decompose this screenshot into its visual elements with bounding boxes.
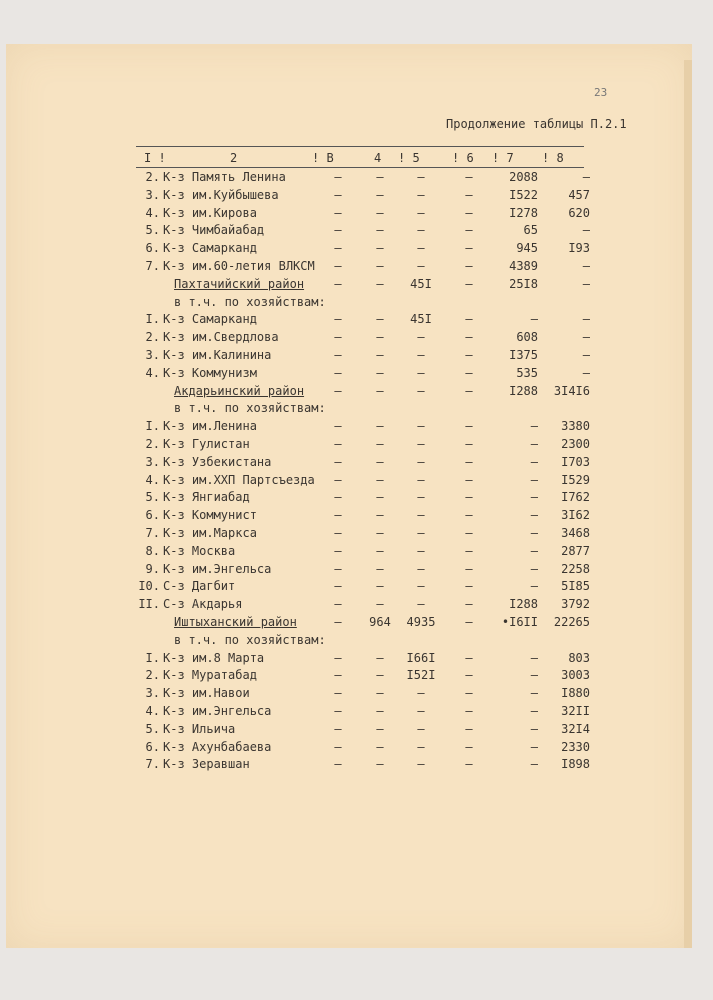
cell-col-3: – <box>334 383 342 398</box>
cell-col-7: 2088 <box>509 170 538 184</box>
table-row <box>0 312 713 330</box>
cell-col-3: – <box>334 490 342 505</box>
row-name: К-з им.ХХП Партсъезда <box>163 472 315 487</box>
cell-col-4: – <box>376 330 384 345</box>
cell-col-7: – <box>530 419 538 434</box>
row-name: К-з Память Ленина <box>163 170 286 184</box>
row-name: К-з им.Куйбышева <box>163 187 279 202</box>
cell-col-3: – <box>334 526 342 540</box>
cell-col-4: – <box>376 223 384 238</box>
subheading-row <box>0 401 713 419</box>
row-name: Иштыханский район <box>174 615 297 629</box>
cell-col-4: – <box>376 490 384 505</box>
row-name: К-з Узбекистана <box>163 454 272 469</box>
table-row <box>0 757 713 775</box>
cell-col-8: 3792 <box>561 597 590 612</box>
header-col-5: ! 5 <box>398 151 420 165</box>
cell-col-8: 803 <box>568 650 590 665</box>
cell-col-7: 608 <box>516 330 538 345</box>
cell-col-4: – <box>376 383 384 398</box>
cell-col-8: – <box>582 223 590 238</box>
table-row <box>0 473 713 491</box>
table-header-rule <box>136 167 584 168</box>
cell-col-4: – <box>376 721 384 736</box>
row-name: Акдарьинский район <box>174 383 305 398</box>
cell-col-8: I898 <box>561 757 590 772</box>
cell-col-7: – <box>530 508 538 523</box>
cell-col-8: 3468 <box>561 526 590 540</box>
row-name: С-з Дагбит <box>163 579 236 594</box>
cell-col-3: – <box>334 757 342 772</box>
table-row <box>0 490 713 508</box>
cell-col-3: – <box>334 259 342 273</box>
cell-col-4: – <box>376 365 384 380</box>
cell-col-6: – <box>465 668 473 683</box>
row-number: 7. <box>145 757 160 772</box>
cell-col-3: – <box>334 187 342 202</box>
table-top-rule <box>136 146 584 147</box>
row-name: К-з Ильича <box>163 721 236 736</box>
table-row <box>0 508 713 526</box>
cell-col-6: – <box>465 259 473 273</box>
cell-col-7: – <box>530 490 538 505</box>
cell-col-4: – <box>376 579 384 594</box>
cell-col-5: 45I <box>410 276 432 291</box>
row-name: в т.ч. по хозяйствам: <box>174 401 326 416</box>
subheading-row <box>0 295 713 313</box>
table-row <box>0 223 713 241</box>
header-col-4: 4 <box>374 151 382 165</box>
cell-col-6: – <box>465 312 473 327</box>
cell-col-5: – <box>417 721 425 736</box>
cell-col-8: – <box>582 276 590 291</box>
cell-col-3: – <box>334 330 342 345</box>
cell-col-8: – <box>582 330 590 345</box>
cell-col-4: – <box>376 526 384 540</box>
cell-col-5: – <box>417 454 425 469</box>
header-col-2: 2 <box>230 151 238 165</box>
table-row <box>0 455 713 473</box>
cell-col-4: – <box>376 668 384 683</box>
cell-col-8: I762 <box>561 490 590 505</box>
row-name: К-з Самарканд <box>163 312 257 327</box>
cell-col-4: – <box>376 259 384 273</box>
row-number: II. <box>138 597 160 612</box>
cell-col-4: – <box>376 276 384 291</box>
row-name: К-з им.Ленина <box>163 419 257 434</box>
cell-col-4: – <box>376 348 384 362</box>
cell-col-5: – <box>417 241 425 256</box>
cell-col-8: 32I4 <box>561 721 590 736</box>
cell-col-4: – <box>376 437 384 451</box>
cell-col-8: – <box>582 312 590 327</box>
row-number: I. <box>145 419 160 434</box>
cell-col-6: – <box>465 223 473 238</box>
cell-col-6: – <box>465 561 473 576</box>
cell-col-3: – <box>334 668 342 683</box>
cell-col-6: – <box>465 365 473 380</box>
table-row <box>0 686 713 704</box>
row-number: I0. <box>138 579 160 594</box>
cell-col-3: – <box>334 615 342 629</box>
cell-col-7: 4389 <box>509 259 538 273</box>
cell-col-6: – <box>465 348 473 362</box>
table-row <box>0 170 713 188</box>
row-number: 2. <box>145 437 160 451</box>
cell-col-5: – <box>417 597 425 612</box>
cell-col-8: I880 <box>561 686 590 701</box>
cell-col-4: – <box>376 739 384 754</box>
cell-col-8: 2877 <box>561 543 590 558</box>
cell-col-8: I93 <box>568 241 590 256</box>
cell-col-4: – <box>376 187 384 202</box>
cell-col-4: – <box>376 704 384 718</box>
row-name: К-з им.Свердлова <box>163 330 279 345</box>
row-number: 4. <box>145 472 160 487</box>
cell-col-7: – <box>530 472 538 487</box>
cell-col-3: – <box>334 312 342 327</box>
table-row <box>0 330 713 348</box>
row-name: Пахтачийский район <box>174 276 305 291</box>
cell-col-3: – <box>334 276 342 291</box>
table-row <box>0 704 713 722</box>
cell-col-7: – <box>530 650 538 665</box>
cell-col-6: – <box>465 579 473 594</box>
cell-col-4: – <box>376 650 384 665</box>
cell-col-6: – <box>465 543 473 558</box>
cell-col-6: – <box>465 650 473 665</box>
cell-col-3: – <box>334 721 342 736</box>
cell-col-4: – <box>376 205 384 220</box>
row-name: К-з им.Энгельса <box>163 704 272 718</box>
cell-col-7: – <box>530 526 538 540</box>
row-name: К-з Москва <box>163 543 236 558</box>
cell-col-3: – <box>334 170 342 184</box>
cell-col-6: – <box>465 721 473 736</box>
table-row <box>0 526 713 544</box>
cell-col-5: – <box>417 348 425 362</box>
row-number: 5. <box>145 223 160 238</box>
row-number: 8. <box>145 543 160 558</box>
cell-col-3: – <box>334 348 342 362</box>
row-number: 5. <box>145 721 160 736</box>
row-name: К-з им.Калинина <box>163 348 272 362</box>
cell-col-4: – <box>376 508 384 523</box>
cell-col-6: – <box>465 419 473 434</box>
cell-col-3: – <box>334 579 342 594</box>
cell-col-7: – <box>530 686 538 701</box>
cell-col-5: I52I <box>406 668 436 683</box>
district-row <box>0 615 713 633</box>
cell-col-3: – <box>334 561 342 576</box>
row-number: 7. <box>145 259 160 273</box>
cell-col-6: – <box>465 241 473 256</box>
subheading-row <box>0 633 713 651</box>
cell-col-4: – <box>376 757 384 772</box>
cell-col-5: – <box>417 543 425 558</box>
cell-col-5: – <box>417 526 425 540</box>
cell-col-3: – <box>334 454 342 469</box>
cell-col-5: – <box>417 561 425 576</box>
district-row <box>0 384 713 402</box>
cell-col-7: 65 <box>523 223 538 238</box>
cell-col-5: – <box>417 419 425 434</box>
cell-col-5: I66I <box>406 650 436 665</box>
cell-col-6: – <box>465 739 473 754</box>
cell-col-5: – <box>417 579 425 594</box>
cell-col-6: – <box>465 615 473 629</box>
cell-col-3: – <box>334 739 342 754</box>
cell-col-8: 620 <box>568 205 590 220</box>
cell-col-6: – <box>465 454 473 469</box>
cell-col-5: – <box>417 739 425 754</box>
cell-col-6: – <box>465 597 473 612</box>
cell-col-3: – <box>334 437 342 451</box>
row-number: 4. <box>145 205 160 220</box>
table-row <box>0 740 713 758</box>
table-row <box>0 259 713 277</box>
row-name: К-з Муратабад <box>163 668 257 683</box>
header-col-3: ! В <box>312 151 334 165</box>
cell-col-5: – <box>417 330 425 345</box>
cell-col-5: – <box>417 508 425 523</box>
cell-col-4: – <box>376 472 384 487</box>
cell-col-8: 457 <box>568 187 590 202</box>
cell-col-7: – <box>530 312 538 327</box>
cell-col-7: I375 <box>509 348 538 362</box>
row-name: К-з им.8 Марта <box>163 650 265 665</box>
row-number: 3. <box>145 454 160 469</box>
page-number: 23 <box>594 86 608 99</box>
row-number: 7. <box>145 526 160 540</box>
row-number: 4. <box>145 704 160 718</box>
cell-col-6: – <box>465 170 473 184</box>
cell-col-4: – <box>376 561 384 576</box>
cell-col-7: 25I8 <box>509 276 538 291</box>
row-name: К-з Коммунизм <box>163 365 257 380</box>
cell-col-5: 4935 <box>406 615 436 629</box>
row-name: К-з Гулистан <box>163 437 250 451</box>
cell-col-5: – <box>417 383 425 398</box>
cell-col-5: 45I <box>410 312 432 327</box>
cell-col-4: 964 <box>369 615 391 629</box>
cell-col-3: – <box>334 223 342 238</box>
row-number: 3. <box>145 187 160 202</box>
cell-col-3: – <box>334 241 342 256</box>
cell-col-6: – <box>465 187 473 202</box>
table-row <box>0 651 713 669</box>
cell-col-8: 2300 <box>561 437 590 451</box>
cell-col-5: – <box>417 223 425 238</box>
table-caption: Продолжение таблицы П.2.1 <box>446 117 627 131</box>
header-col-8: ! 8 <box>542 151 564 165</box>
row-name: К-з Ахунбабаева <box>163 739 272 754</box>
cell-col-6: – <box>465 686 473 701</box>
cell-col-5: – <box>417 704 425 718</box>
row-name: в т.ч. по хозяйствам: <box>174 632 326 647</box>
cell-col-6: – <box>465 383 473 398</box>
cell-col-7: – <box>530 668 538 683</box>
row-name: К-з Чимбайабад <box>163 223 265 238</box>
row-number: 3. <box>145 348 160 362</box>
row-name: С-з Акдарья <box>163 597 243 612</box>
row-number: 5. <box>145 490 160 505</box>
cell-col-3: – <box>334 597 342 612</box>
row-number: 2. <box>145 170 160 184</box>
cell-col-7: •I6II <box>501 615 538 629</box>
cell-col-3: – <box>334 419 342 434</box>
row-number: 6. <box>145 739 160 754</box>
table-row <box>0 562 713 580</box>
row-name: в т.ч. по хозяйствам: <box>174 294 326 309</box>
cell-col-6: – <box>465 205 473 220</box>
cell-col-7: – <box>530 561 538 576</box>
cell-col-8: 2330 <box>561 739 590 754</box>
cell-col-5: – <box>417 437 425 451</box>
table-row <box>0 722 713 740</box>
cell-col-5: – <box>417 365 425 380</box>
table-row <box>0 668 713 686</box>
cell-col-7: – <box>530 721 538 736</box>
cell-col-4: – <box>376 170 384 184</box>
table-row <box>0 241 713 259</box>
table-row <box>0 348 713 366</box>
cell-col-8: – <box>582 259 590 273</box>
cell-col-8: 5I85 <box>561 579 590 594</box>
cell-col-7: 945 <box>516 241 538 256</box>
cell-col-7: – <box>530 704 538 718</box>
cell-col-4: – <box>376 686 384 701</box>
cell-col-7: I522 <box>509 187 538 202</box>
row-number: 4. <box>145 365 160 380</box>
cell-col-5: – <box>417 205 425 220</box>
cell-col-5: – <box>417 490 425 505</box>
table-row <box>0 597 713 615</box>
cell-col-8: I529 <box>561 472 590 487</box>
cell-col-5: – <box>417 757 425 772</box>
cell-col-6: – <box>465 330 473 345</box>
header-col-1: I ! <box>144 151 166 165</box>
cell-col-3: – <box>334 508 342 523</box>
cell-col-4: – <box>376 419 384 434</box>
cell-col-7: I288 <box>509 597 538 612</box>
row-number: I. <box>145 650 160 665</box>
cell-col-8: – <box>582 365 590 380</box>
row-number: 9. <box>145 561 160 576</box>
cell-col-3: – <box>334 205 342 220</box>
cell-col-5: – <box>417 686 425 701</box>
cell-col-3: – <box>334 543 342 558</box>
cell-col-4: – <box>376 597 384 612</box>
cell-col-3: – <box>334 472 342 487</box>
district-row <box>0 277 713 295</box>
row-name: К-з Самарканд <box>163 241 257 256</box>
cell-col-6: – <box>465 472 473 487</box>
cell-col-8: 3380 <box>561 419 590 434</box>
row-number: 6. <box>145 508 160 523</box>
table-row <box>0 437 713 455</box>
cell-col-8: 3I4I6 <box>553 383 590 398</box>
row-name: К-з им.Энгельса <box>163 561 272 576</box>
cell-col-6: – <box>465 757 473 772</box>
row-number: 6. <box>145 241 160 256</box>
table-row <box>0 366 713 384</box>
cell-col-5: – <box>417 472 425 487</box>
table-row <box>0 579 713 597</box>
row-name: К-з им.60-летия ВЛКСМ <box>163 259 315 273</box>
cell-col-4: – <box>376 241 384 256</box>
row-name: К-з им.Маркса <box>163 526 257 540</box>
cell-col-5: – <box>417 259 425 273</box>
cell-col-6: – <box>465 276 473 291</box>
table-row <box>0 544 713 562</box>
row-name: К-з им.Кирова <box>163 205 257 220</box>
row-number: I. <box>145 312 160 327</box>
cell-col-3: – <box>334 704 342 718</box>
cell-col-6: – <box>465 704 473 718</box>
cell-col-6: – <box>465 526 473 540</box>
cell-col-7: I288 <box>509 383 538 398</box>
row-name: К-з Коммунист <box>163 508 257 523</box>
row-name: К-з им.Навои <box>163 686 250 701</box>
cell-col-8: – <box>582 348 590 362</box>
row-number: 2. <box>145 668 160 683</box>
cell-col-8: 22265 <box>553 615 590 629</box>
cell-col-8: 32II <box>561 704 590 718</box>
table-row <box>0 188 713 206</box>
header-col-7: ! 7 <box>492 151 514 165</box>
table-row <box>0 419 713 437</box>
cell-col-4: – <box>376 312 384 327</box>
cell-col-7: – <box>530 579 538 594</box>
cell-col-4: – <box>376 454 384 469</box>
cell-col-7: I278 <box>509 205 538 220</box>
cell-col-7: 535 <box>516 365 538 380</box>
cell-col-8: 3I62 <box>561 508 590 523</box>
cell-col-7: – <box>530 543 538 558</box>
cell-col-8: – <box>582 170 590 184</box>
cell-col-8: 3003 <box>561 668 590 683</box>
cell-col-8: 2258 <box>561 561 590 576</box>
table-row <box>0 206 713 224</box>
cell-col-6: – <box>465 490 473 505</box>
header-col-6: ! 6 <box>452 151 474 165</box>
row-name: К-з Зеравшан <box>163 757 250 772</box>
cell-col-7: – <box>530 757 538 772</box>
cell-col-6: – <box>465 437 473 451</box>
row-number: 2. <box>145 330 160 345</box>
cell-col-6: – <box>465 508 473 523</box>
cell-col-5: – <box>417 170 425 184</box>
cell-col-3: – <box>334 650 342 665</box>
cell-col-3: – <box>334 686 342 701</box>
cell-col-8: I703 <box>561 454 590 469</box>
row-name: К-з Янгиабад <box>163 490 250 505</box>
cell-col-7: – <box>530 454 538 469</box>
row-number: 3. <box>145 686 160 701</box>
cell-col-7: – <box>530 739 538 754</box>
cell-col-3: – <box>334 365 342 380</box>
cell-col-4: – <box>376 543 384 558</box>
cell-col-5: – <box>417 187 425 202</box>
cell-col-7: – <box>530 437 538 451</box>
